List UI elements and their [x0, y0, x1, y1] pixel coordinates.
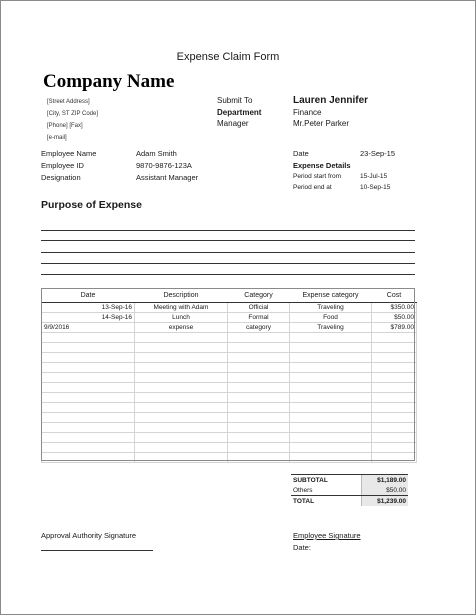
manager-value: Mr.Peter Parker [293, 119, 350, 128]
empty-cell[interactable] [228, 373, 290, 383]
empty-cell[interactable] [135, 433, 228, 443]
approval-signature-line[interactable] [41, 550, 153, 551]
empty-cell[interactable] [42, 363, 135, 373]
empty-cell[interactable] [290, 403, 372, 413]
empty-cell[interactable] [290, 343, 372, 353]
employee-signature-label: Employee Signature [293, 531, 361, 540]
empty-cell[interactable] [372, 443, 417, 453]
company-street-address: [Street Address] [47, 99, 90, 105]
empty-cell[interactable] [42, 413, 135, 423]
empty-cell[interactable] [228, 403, 290, 413]
department-label: Department [217, 108, 262, 117]
empty-cell[interactable] [135, 363, 228, 373]
designation-label: Designation [41, 173, 81, 182]
blank-row [42, 453, 417, 463]
company-name: Company Name [43, 71, 175, 92]
empty-cell[interactable] [228, 333, 290, 343]
empty-cell[interactable] [372, 333, 417, 343]
blank-row [42, 353, 417, 363]
department-value: Finance [293, 108, 322, 117]
empty-cell[interactable] [135, 393, 228, 403]
empty-cell[interactable] [42, 333, 135, 343]
empty-cell[interactable] [228, 383, 290, 393]
purpose-line[interactable] [41, 274, 415, 275]
employee-signature-date-label: Date: [293, 543, 311, 552]
expense-details-heading: Expense Details [293, 161, 351, 170]
empty-cell[interactable] [290, 433, 372, 443]
empty-cell[interactable] [42, 403, 135, 413]
expense-table-header-row [42, 288, 417, 303]
empty-cell[interactable] [372, 383, 417, 393]
others-label: Others [291, 485, 361, 496]
blank-row [42, 373, 417, 383]
expense-table [41, 288, 417, 463]
empty-cell[interactable] [135, 383, 228, 393]
empty-cell[interactable] [290, 453, 372, 463]
column-header-description: Description [135, 288, 228, 303]
blank-row [42, 433, 417, 443]
empty-cell[interactable] [290, 443, 372, 453]
empty-cell[interactable] [42, 373, 135, 383]
empty-cell[interactable] [228, 413, 290, 423]
empty-cell[interactable] [290, 413, 372, 423]
cell-description[interactable]: Meeting with Adam [135, 303, 228, 313]
empty-cell[interactable] [42, 353, 135, 363]
blank-row [42, 333, 417, 343]
empty-cell[interactable] [135, 353, 228, 363]
empty-cell[interactable] [372, 413, 417, 423]
period-start-label: Period start from [293, 173, 342, 180]
empty-cell[interactable] [228, 353, 290, 363]
company-phone-fax: [Phone] [Fax] [47, 123, 83, 129]
empty-cell[interactable] [228, 433, 290, 443]
empty-cell[interactable] [372, 453, 417, 463]
blank-row [42, 413, 417, 423]
approval-signature-label: Approval Authority Signature [41, 531, 137, 540]
purpose-line[interactable] [41, 263, 415, 264]
employee-name-label: Employee Name [41, 149, 97, 158]
purpose-line[interactable] [41, 252, 415, 253]
subtotal-value: $1,189.00 [361, 475, 408, 486]
blank-row [42, 393, 417, 403]
empty-cell[interactable] [372, 393, 417, 403]
date-label: Date [293, 149, 309, 158]
cell-category[interactable]: Official [228, 303, 290, 313]
table-row [42, 303, 417, 313]
blank-row [42, 443, 417, 453]
cell-cost[interactable]: $50.00 [372, 313, 417, 323]
empty-cell[interactable] [42, 383, 135, 393]
column-header-cost: Cost [372, 288, 417, 303]
cell-expense-category[interactable]: Food [290, 313, 372, 323]
empty-cell[interactable] [372, 403, 417, 413]
designation-value: Assistant Manager [136, 173, 199, 182]
cell-category[interactable]: Formal [228, 313, 290, 323]
form-title: Expense Claim Form [176, 51, 280, 63]
empty-cell[interactable] [228, 343, 290, 353]
empty-cell[interactable] [228, 393, 290, 403]
total-row [291, 496, 408, 507]
period-start-value: 15-Jul-15 [360, 173, 388, 180]
empty-cell[interactable] [228, 423, 290, 433]
blank-row [42, 383, 417, 393]
empty-cell[interactable] [290, 393, 372, 403]
purpose-heading: Purpose of Expense [41, 199, 142, 211]
empty-cell[interactable] [135, 453, 228, 463]
total-value: $1,239.00 [361, 496, 408, 507]
submit-to-label: Submit To [217, 96, 253, 105]
company-city-state-zip: [City, ST ZIP Code] [47, 111, 99, 117]
empty-cell[interactable] [372, 353, 417, 363]
empty-cell[interactable] [372, 363, 417, 373]
total-label: TOTAL [293, 497, 315, 505]
empty-cell[interactable] [372, 433, 417, 443]
submit-to-name: Lauren Jennifer [293, 95, 369, 106]
totals-table [291, 474, 408, 506]
blank-row [42, 403, 417, 413]
cell-category[interactable]: category [228, 323, 290, 333]
empty-cell[interactable] [228, 363, 290, 373]
empty-cell[interactable] [290, 423, 372, 433]
cell-date[interactable]: 13-Sep-16 [42, 303, 135, 313]
empty-cell[interactable] [135, 423, 228, 433]
blank-row [42, 363, 417, 373]
manager-label: Manager [217, 119, 249, 128]
empty-cell[interactable] [372, 343, 417, 353]
cell-date[interactable]: 9/9/2016 [42, 323, 135, 333]
empty-cell[interactable] [135, 373, 228, 383]
date-value: 23-Sep-15 [360, 149, 396, 158]
cell-date[interactable]: 14-Sep-16 [42, 313, 135, 323]
blank-row [42, 343, 417, 353]
empty-cell[interactable] [135, 403, 228, 413]
empty-cell[interactable] [42, 443, 135, 453]
subtotal-row [291, 475, 408, 486]
empty-cell[interactable] [135, 333, 228, 343]
employee-name-value: Adam Smith [136, 149, 177, 158]
cell-description[interactable]: Lunch [135, 313, 228, 323]
purpose-line[interactable] [41, 230, 415, 231]
purpose-line[interactable] [41, 240, 415, 241]
table-row [42, 323, 417, 333]
cell-expense-category[interactable]: Traveling [290, 303, 372, 313]
cell-cost[interactable]: $789.00 [372, 323, 417, 333]
employee-id-label: Employee ID [41, 161, 84, 170]
column-header-date: Date [42, 288, 135, 303]
blank-row [42, 423, 417, 433]
column-header-category: Category [228, 288, 290, 303]
cell-expense-category[interactable]: Traveling [290, 323, 372, 333]
empty-cell[interactable] [42, 433, 135, 443]
empty-cell[interactable] [135, 443, 228, 453]
empty-cell[interactable] [290, 333, 372, 343]
blank-rows [42, 333, 417, 463]
period-end-label: Period end at [293, 184, 332, 191]
others-row [291, 485, 408, 496]
empty-cell[interactable] [42, 343, 135, 353]
others-value[interactable]: $50.00 [361, 485, 408, 496]
empty-cell[interactable] [42, 423, 135, 433]
company-email: [e-mail] [47, 135, 67, 141]
empty-cell[interactable] [228, 453, 290, 463]
cell-description[interactable]: expense [135, 323, 228, 333]
empty-cell[interactable] [372, 423, 417, 433]
empty-cell[interactable] [42, 393, 135, 403]
table-row [42, 313, 417, 323]
cell-cost[interactable]: $350.00 [372, 303, 417, 313]
empty-cell[interactable] [228, 443, 290, 453]
column-header-expense-category: Expense category [290, 288, 372, 303]
empty-cell[interactable] [372, 373, 417, 383]
period-end-value: 10-Sep-15 [360, 184, 391, 191]
empty-cell[interactable] [290, 363, 372, 373]
empty-cell[interactable] [290, 373, 372, 383]
empty-cell[interactable] [290, 353, 372, 363]
subtotal-label: SUBTOTAL [291, 475, 361, 486]
employee-id-value: 9870-9876-123A [136, 161, 192, 170]
empty-cell[interactable] [135, 413, 228, 423]
empty-cell[interactable] [42, 453, 135, 463]
empty-cell[interactable] [135, 343, 228, 353]
empty-cell[interactable] [290, 383, 372, 393]
